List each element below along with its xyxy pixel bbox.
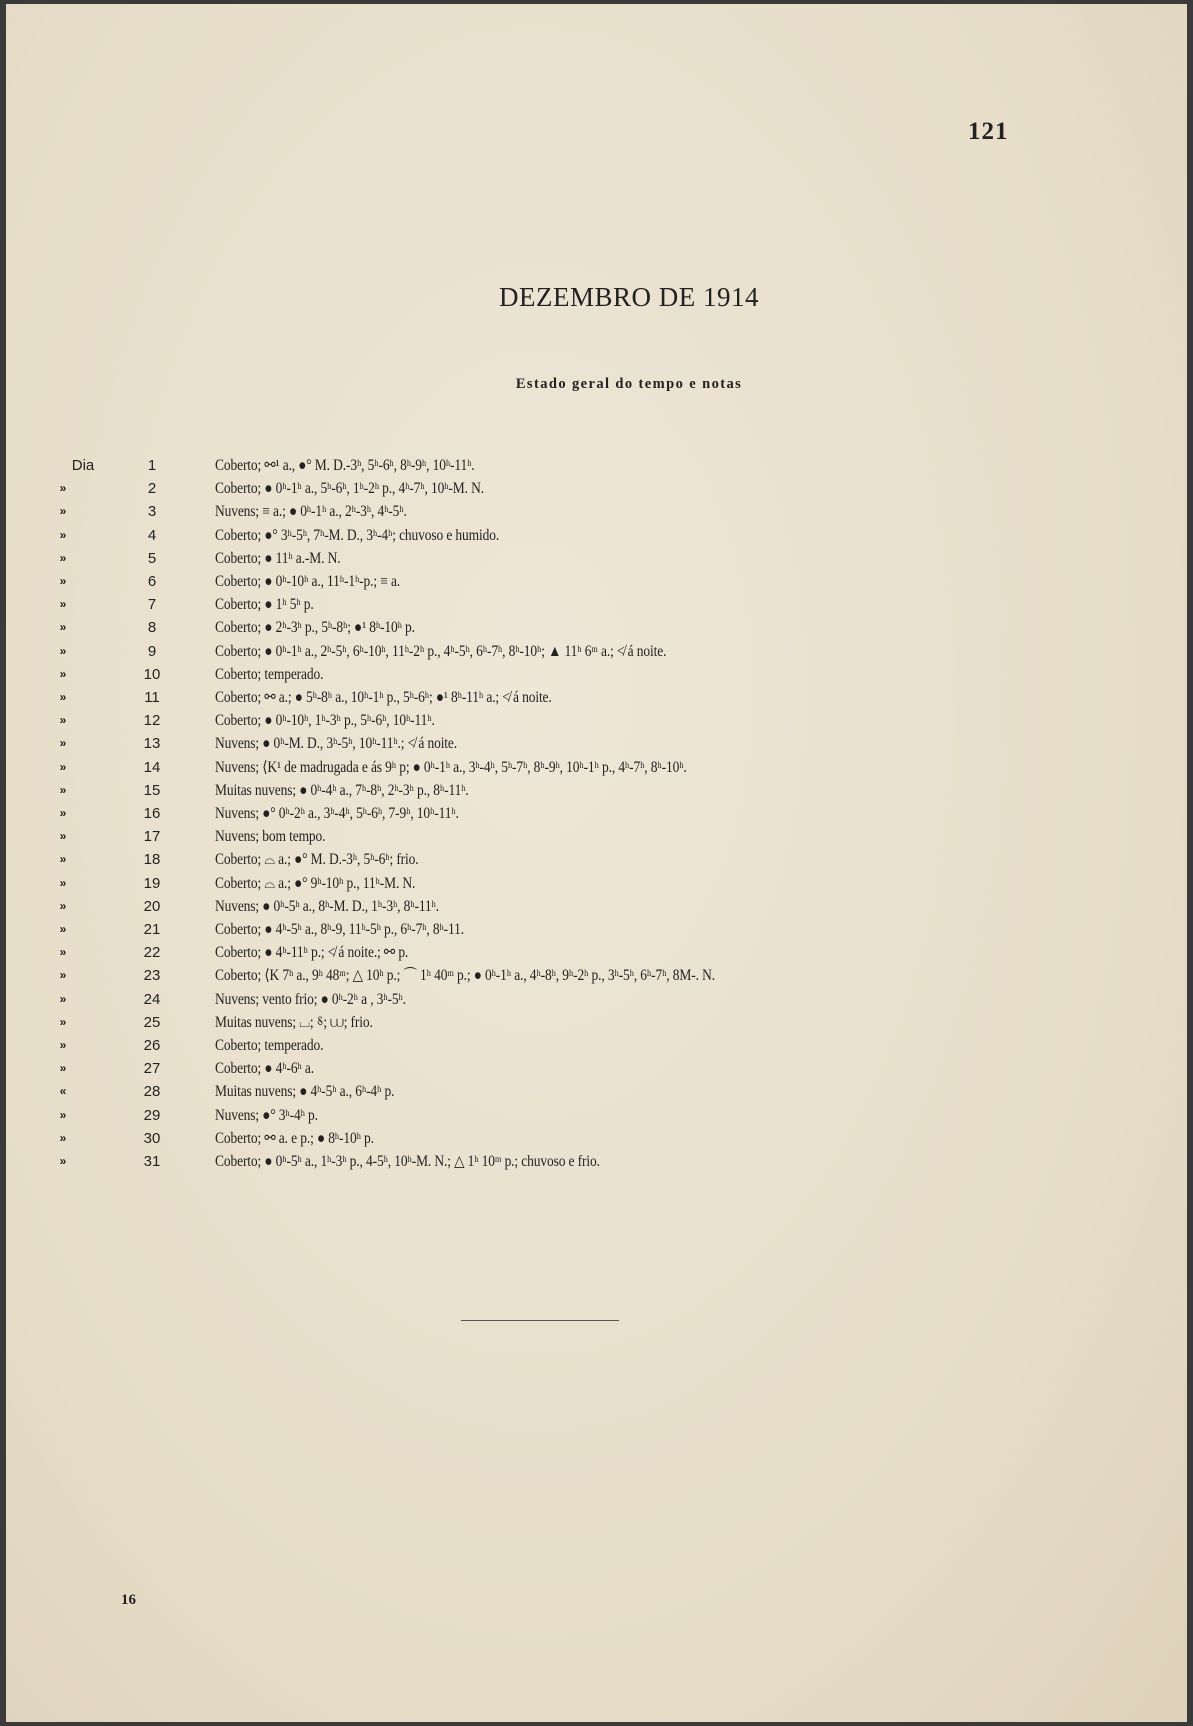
day-label: » [59,620,67,635]
day-label: » [59,504,67,519]
day-label: » [59,875,67,890]
weather-note: Coberto; ⟨K 7ʰ a., 9ʰ 48ᵐ; △ 10ʰ p.; ⌒ 1ʰ 40ᵐ p.; ● 0ʰ-1ʰ a., 4ʰ-8ʰ, 9ʰ-2ʰ p., 3ʰ-5ʰ, 6ʰ-7ʰ, 8M-. N. [215,967,715,985]
list-item [6,756,1187,779]
day-number: 26 [143,1037,161,1054]
day-label: » [59,782,67,797]
day-number: 6 [147,573,157,590]
day-number: 23 [143,967,161,985]
day-label: » [59,574,67,588]
day-label: » [59,759,67,774]
weather-note: Coberto; ⌓ a.; ●° 9ʰ-10ʰ p., 11ʰ-M. N. [215,874,416,892]
list-item [6,779,1187,802]
weather-note: Coberto; ⚯ a.; ● 5ʰ-8ʰ a., 10ʰ-1ʰ p., 5ʰ-6ʰ; ●¹ 8ʰ-11ʰ a.; ≮ á noite. [215,689,552,706]
day-number: 19 [143,874,161,892]
list-item [6,1104,1187,1127]
weather-note: Coberto; ⌓ a.; ●° M. D.-3ʰ, 5ʰ-6ʰ; frio. [215,851,419,869]
list-item [6,1034,1187,1057]
day-label: » [59,852,67,867]
weather-note: Nuvens; vento frio; ● 0ʰ-2ʰ a , 3ʰ-5ʰ. [215,990,406,1008]
day-label: » [59,829,67,844]
list-item [6,1127,1187,1150]
day-number: 13 [143,735,161,753]
list-item [6,454,1187,477]
day-label: » [59,643,67,658]
day-number: 8 [147,619,157,637]
weather-note: Coberto; ● 0ʰ-1ʰ a., 2ʰ-5ʰ, 6ʰ-10ʰ, 11ʰ-2ʰ p., 4ʰ-5ʰ, 6ʰ-7ʰ, 8ʰ-10ʰ; ▲ 11ʰ 6ᵐ a.; ≮ á noite. [215,642,667,660]
day-number: 22 [143,944,161,962]
weather-note: Muitas nuvens; ● 0ʰ-4ʰ a., 7ʰ-8ʰ, 2ʰ-3ʰ p., 8ʰ-11ʰ. [215,781,469,799]
list-item [6,1057,1187,1080]
list-item [6,895,1187,918]
weather-note: Nuvens; ●° 3ʰ-4ʰ p. [215,1106,318,1124]
section-title: Estado geral do tempo e notas [515,376,743,392]
day-label: » [59,945,67,960]
list-item [6,1011,1187,1034]
weather-note: Coberto; ● 0ʰ-5ʰ a., 1ʰ-3ʰ p., 4-5ʰ, 10ʰ-M. N.; △ 1ʰ 10ᵐ p.; chuvoso e frio. [215,1153,600,1170]
day-number: 14 [143,758,161,776]
day-number: 2 [147,480,157,498]
weather-note: Nuvens; bom tempo. [215,828,326,846]
day-number: 29 [143,1106,161,1124]
weather-note: Coberto; ⚯¹ a., ●° M. D.-3ʰ, 5ʰ-6ʰ, 8ʰ-9ʰ, 10ʰ-11ʰ. [215,457,475,474]
day-label: » [59,806,67,820]
day-label: » [59,690,67,704]
weather-note: Coberto; ⚯ a. e p.; ● 8ʰ-10ʰ p. [215,1129,374,1147]
day-number: 1 [147,457,157,474]
weather-note: Nuvens; ≡ a.; ● 0ʰ-1ʰ a., 2ʰ-3ʰ, 4ʰ-5ʰ. [215,503,407,521]
weather-note: Coberto; ● 4ʰ-11ʰ p.; ≮ á noite.; ⚯ p. [215,944,409,962]
day-number: 30 [143,1129,161,1147]
divider-rule [461,1320,619,1321]
day-number: 17 [143,828,161,846]
list-item [6,686,1187,709]
day-number: 31 [143,1153,161,1170]
weather-note: Coberto; ● 11ʰ a.-M. N. [215,549,341,567]
list-item [6,941,1187,964]
day-label: » [59,1061,67,1076]
day-number: 3 [147,503,157,521]
day-number: 9 [147,642,157,660]
list-item [6,802,1187,825]
day-label: » [59,898,67,913]
day-number: 18 [143,851,161,869]
sheet-number: 16 [121,1592,136,1608]
page-number: 121 [968,118,1009,145]
document-page [6,4,1187,1722]
day-label: » [59,481,67,496]
weather-note: Coberto; ● 2ʰ-3ʰ p., 5ʰ-8ʰ; ●¹ 8ʰ-10ʰ p. [215,619,415,637]
day-number: 4 [147,526,157,544]
day-label: » [59,991,67,1006]
day-label: » [59,713,67,728]
weather-note: Nuvens; ●° 0ʰ-2ʰ a., 3ʰ-4ʰ, 5ʰ-6ʰ, 7-9ʰ, 10ʰ-11ʰ. [215,805,459,822]
day-number: 28 [143,1083,161,1101]
list-item [6,1080,1187,1103]
weather-note: Coberto; ● 4ʰ-5ʰ a., 8ʰ-9, 11ʰ-5ʰ p., 6ʰ-7ʰ, 8ʰ-11. [215,921,465,938]
day-label: » [59,1130,67,1145]
day-number: 15 [143,781,161,799]
weather-note: Nuvens; ● 0ʰ-5ʰ a., 8ʰ-M. D., 1ʰ-3ʰ, 8ʰ-11ʰ. [215,897,439,915]
day-label: » [59,527,67,542]
day-label: » [59,968,67,983]
list-item [6,918,1187,941]
day-number: 11 [144,689,160,706]
day-number: 7 [147,596,157,614]
day-number: 21 [143,921,161,938]
list-item [6,524,1187,547]
weather-note: Coberto; ● 0ʰ-10ʰ a., 11ʰ-1ʰ-p.; ≡ a. [215,573,401,590]
weather-note: Coberto; ● 1ʰ 5ʰ p. [215,596,314,614]
weather-note: Coberto; ● 0ʰ-1ʰ a., 5ʰ-6ʰ, 1ʰ-2ʰ p., 4ʰ-7ʰ, 10ʰ-M. N. [215,480,484,498]
list-item [6,663,1187,686]
day-number: 5 [147,549,157,567]
list-item [6,709,1187,732]
weather-note: Coberto; ●° 3ʰ-5ʰ, 7ʰ-M. D., 3ʰ-4ʰ; chuvoso e humido. [215,526,500,544]
day-number: 12 [143,712,161,730]
list-item [6,500,1187,523]
weather-note: Muitas nuvens; ● 4ʰ-5ʰ a., 6ʰ-4ʰ p. [215,1083,395,1101]
weather-note: Nuvens; ⟨K¹ de madrugada e ás 9ʰ p; ● 0ʰ-1ʰ a., 3ʰ-4ʰ, 5ʰ-7ʰ, 8ʰ-9ʰ, 10ʰ-1ʰ p., 4ʰ-7ʰ, 8ʰ-10ʰ. [215,758,687,776]
weather-note: Coberto; ● 4ʰ-6ʰ a. [215,1060,314,1078]
list-item [6,570,1187,593]
weather-note: Coberto; temperado. [215,665,324,683]
list-item [6,732,1187,755]
weather-note: Coberto; temperado. [215,1037,324,1054]
day-label: Dia [71,457,95,474]
day-label: » [59,550,67,565]
list-item [6,593,1187,616]
day-label: » [59,1014,67,1029]
list-item [6,988,1187,1011]
list-item [6,547,1187,570]
day-number: 10 [143,665,161,683]
weather-note: Coberto; ● 0ʰ-10ʰ, 1ʰ-3ʰ p., 5ʰ-6ʰ, 10ʰ-11ʰ. [215,712,435,730]
day-number: 27 [143,1060,161,1078]
day-number: 24 [143,990,161,1008]
list-item [6,1150,1187,1173]
day-label: » [59,597,67,612]
list-item [6,640,1187,663]
page-title: DEZEMBRO DE 1914 [499,282,759,312]
day-number: 20 [143,897,161,915]
list-item [6,964,1187,987]
list-item [6,825,1187,848]
weather-note: Nuvens; ● 0ʰ-M. D., 3ʰ-5ʰ, 10ʰ-11ʰ.; ≮ á noite. [215,735,458,753]
day-label: « [59,1084,67,1099]
list-item [6,616,1187,639]
day-number: 16 [143,805,161,822]
day-label: » [59,1154,67,1168]
weather-note: Muitas nuvens; ⌴; ⸹; ⩊; frio. [215,1013,373,1031]
day-label: » [59,736,67,751]
list-item [6,872,1187,895]
day-label: » [59,1038,67,1052]
list-item [6,848,1187,871]
list-item [6,477,1187,500]
day-label: » [59,666,67,681]
day-label: » [59,922,67,936]
day-number: 25 [143,1013,161,1031]
day-label: » [59,1107,67,1122]
